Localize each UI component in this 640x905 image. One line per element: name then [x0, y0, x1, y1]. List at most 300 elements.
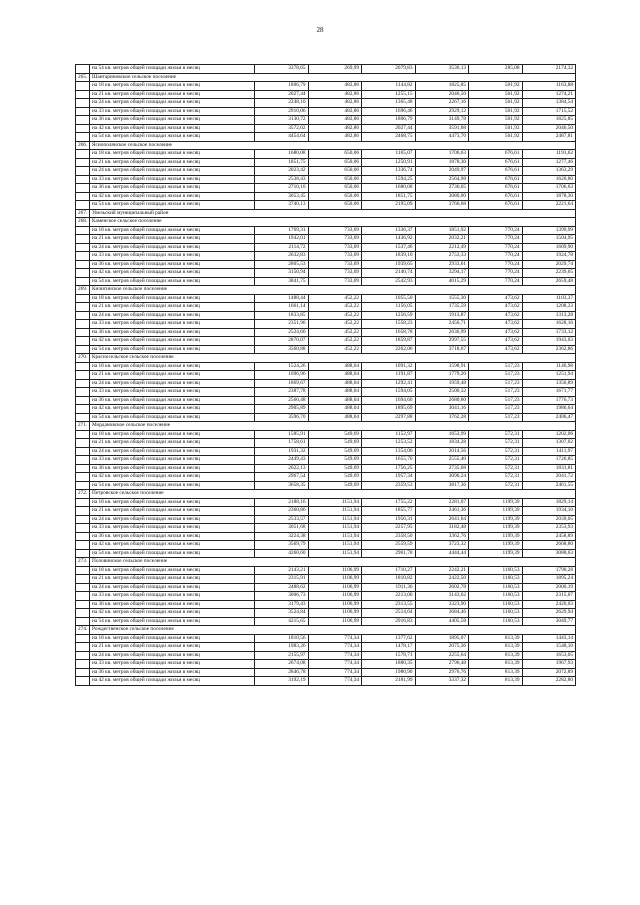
value-cell: 1710,27: [362, 566, 416, 575]
value-cell: 2710,10: [255, 184, 309, 193]
value-cell: 1694,60: [362, 396, 416, 405]
value-cell: 1833,85: [255, 311, 309, 320]
table-row: [76, 566, 576, 575]
value-cell: 269,99: [308, 65, 362, 74]
value-cell: 3143,62: [415, 592, 469, 601]
row-number-cell: [76, 269, 90, 278]
table-row: [76, 116, 576, 125]
value-cell: 1859,87: [362, 337, 416, 346]
value-cell: 1199,39: [469, 541, 523, 550]
value-cell: 2140,74: [362, 269, 416, 278]
row-label: на 54 кв. метров общей площади жилья в месяц: [90, 201, 255, 210]
value-cell: 1199,39: [469, 549, 523, 558]
value-cell: 1277,46: [522, 158, 576, 167]
value-cell: 1151,94: [308, 549, 362, 558]
row-number-cell: [76, 413, 90, 422]
section-row: [76, 354, 576, 363]
value-cell: 2188,16: [255, 498, 309, 507]
row-number-cell: [76, 583, 90, 592]
row-label: на 33 кв. метров общей площади жилья в месяц: [90, 660, 255, 669]
row-number-cell: [76, 651, 90, 660]
value-cell: 549,69: [308, 481, 362, 490]
value-cell: 2870,07: [255, 337, 309, 346]
value-cell: 488,04: [308, 388, 362, 397]
row-number-cell: [76, 541, 90, 550]
value-cell: 2114,72: [255, 243, 309, 252]
value-cell: 2422,50: [415, 575, 469, 584]
row-label: на 18 кв. метров общей площади жилья в месяц: [90, 150, 255, 159]
value-cell: 1911,36: [362, 583, 416, 592]
value-cell: 1055,50: [362, 294, 416, 303]
value-cell: 1160,53: [469, 609, 523, 618]
value-cell: 2468,75: [362, 133, 416, 142]
value-cell: 1578,71: [362, 651, 416, 660]
value-cell: 1776,73: [522, 396, 576, 405]
row-number-cell: [76, 515, 90, 524]
value-cell: 1146,98: [522, 362, 576, 371]
value-cell: 1151,94: [308, 532, 362, 541]
table-row: [76, 167, 576, 176]
value-cell: 2488,62: [255, 583, 309, 592]
table-row: [76, 651, 576, 660]
value-cell: 2221,64: [522, 201, 576, 210]
row-label: на 24 кв. метров общей площади жилья в месяц: [90, 167, 255, 176]
value-cell: 501,92: [469, 82, 523, 91]
table-row: [76, 405, 576, 414]
value-cell: 1851,92: [415, 226, 469, 235]
section-title: Петровское сельское поселение: [90, 490, 576, 499]
row-number-cell: [76, 439, 90, 448]
row-number-cell: [76, 320, 90, 329]
value-cell: 1106,99: [308, 575, 362, 584]
value-cell: 1943,03: [522, 337, 576, 346]
row-label: на 24 кв. метров общей площади жилья в месяц: [90, 243, 255, 252]
value-cell: 650,06: [308, 167, 362, 176]
section-number: 265.: [76, 73, 90, 82]
value-cell: 2641,64: [415, 515, 469, 524]
row-label: на 54 кв. метров общей площади жилья в месяц: [90, 133, 255, 142]
table-row: [76, 235, 576, 244]
value-cell: 1594,05: [362, 388, 416, 397]
table-row: [76, 575, 576, 584]
section-number: 266.: [76, 141, 90, 150]
section-number: 267.: [76, 209, 90, 218]
row-number-cell: [76, 82, 90, 91]
value-cell: 1160,53: [469, 575, 523, 584]
value-cell: 2458,89: [522, 532, 576, 541]
value-cell: 488,04: [308, 379, 362, 388]
value-cell: 482,86: [308, 116, 362, 125]
value-cell: 1160,53: [469, 600, 523, 609]
value-cell: 1671,77: [522, 388, 576, 397]
value-cell: 2420,03: [522, 600, 576, 609]
value-cell: 1103,37: [522, 294, 576, 303]
section-number: 270.: [76, 354, 90, 363]
value-cell: 2961,78: [362, 549, 416, 558]
value-cell: 2967,54: [255, 473, 309, 482]
value-cell: 1336,37: [362, 226, 416, 235]
value-cell: 2297,88: [362, 413, 416, 422]
value-cell: 2267,16: [415, 99, 469, 108]
value-cell: 1377,62: [362, 634, 416, 643]
value-cell: 517,23: [469, 371, 523, 380]
value-cell: 770,24: [469, 269, 523, 278]
row-number-cell: [76, 294, 90, 303]
value-cell: 1144,82: [362, 82, 416, 91]
value-cell: 452,22: [308, 294, 362, 303]
value-cell: 549,69: [308, 456, 362, 465]
section-row: [76, 422, 576, 431]
value-cell: 2351,96: [255, 320, 309, 329]
value-cell: 1336,74: [362, 167, 416, 176]
value-cell: 1924,78: [522, 252, 576, 261]
row-number-cell: [76, 677, 90, 686]
section-number: 274.: [76, 626, 90, 635]
value-cell: 1726,85: [522, 456, 576, 465]
value-cell: 1869,67: [255, 379, 309, 388]
value-cell: 2039,05: [522, 515, 576, 524]
table-row: [76, 515, 576, 524]
section-row: [76, 286, 576, 295]
table-row: [76, 668, 576, 677]
value-cell: 1696,96: [255, 371, 309, 380]
value-cell: 774,34: [308, 651, 362, 660]
table-row: [76, 99, 576, 108]
value-cell: 2242,21: [415, 566, 469, 575]
row-number-cell: [76, 184, 90, 193]
row-label: на 42 кв. метров общей площади жилья в месяц: [90, 677, 255, 686]
row-number-cell: [76, 90, 90, 99]
value-cell: 1585,91: [255, 430, 309, 439]
value-cell: 2041,72: [522, 473, 576, 482]
value-cell: 1160,53: [469, 617, 523, 626]
value-cell: 676,61: [469, 167, 523, 176]
value-cell: 813,39: [469, 677, 523, 686]
row-label: на 36 кв. метров общей площади жилья в месяц: [90, 396, 255, 405]
row-number-cell: [76, 345, 90, 354]
value-cell: 2075,36: [415, 643, 469, 652]
value-cell: 1504,95: [522, 235, 576, 244]
value-cell: 2049,97: [415, 167, 469, 176]
value-cell: 2805,53: [255, 260, 309, 269]
value-cell: 2248,10: [255, 99, 309, 108]
row-label: на 21 кв. метров общей площади жилья в месяц: [90, 371, 255, 380]
section-title: Кичигинское сельское поселение: [90, 286, 576, 295]
value-cell: 517,23: [469, 396, 523, 405]
table-row: [76, 90, 576, 99]
row-number-cell: [76, 243, 90, 252]
row-label: на 54 кв. метров общей площади жилья в месяц: [90, 549, 255, 558]
value-cell: 1758,61: [255, 439, 309, 448]
value-cell: 1878,30: [415, 158, 469, 167]
value-cell: 1151,94: [308, 507, 362, 516]
value-cell: 1106,99: [308, 583, 362, 592]
section-title: Яснополянское сельское поселение: [90, 141, 576, 150]
value-cell: 770,24: [469, 277, 523, 286]
row-label: на 18 кв. метров общей площади жилья в месяц: [90, 634, 255, 643]
value-cell: 2174,32: [522, 65, 576, 74]
value-cell: 1256,59: [362, 311, 416, 320]
table-row: [76, 150, 576, 159]
value-cell: 1661,14: [255, 303, 309, 312]
value-cell: 1931,32: [255, 447, 309, 456]
row-number-cell: [76, 575, 90, 584]
table-row: [76, 507, 576, 516]
value-cell: 3182,48: [415, 524, 469, 533]
value-cell: 2079,83: [362, 65, 416, 74]
value-cell: 501,92: [469, 133, 523, 142]
value-cell: 1967,93: [522, 660, 576, 669]
value-cell: 1939,65: [362, 260, 416, 269]
value-cell: 1313,28: [522, 311, 576, 320]
row-number-cell: [76, 371, 90, 380]
value-cell: 733,09: [308, 269, 362, 278]
value-cell: 2046,50: [415, 90, 469, 99]
value-cell: 517,23: [469, 379, 523, 388]
table-row: [76, 592, 576, 601]
value-cell: 1250,91: [362, 158, 416, 167]
value-cell: 3569,79: [255, 541, 309, 550]
value-cell: 770,24: [469, 243, 523, 252]
value-cell: 1851,75: [255, 158, 309, 167]
value-cell: 2916,83: [362, 617, 416, 626]
value-cell: 2360,86: [255, 507, 309, 516]
value-cell: 2456,71: [415, 320, 469, 329]
value-cell: 1443,14: [522, 634, 576, 643]
value-cell: 2014,56: [415, 447, 469, 456]
row-label: на 21 кв. метров общей площади жилья в месяц: [90, 507, 255, 516]
value-cell: 2555,40: [415, 456, 469, 465]
row-number-cell: [76, 532, 90, 541]
value-cell: 813,39: [469, 634, 523, 643]
value-cell: 1151,94: [308, 515, 362, 524]
row-number-cell: [76, 388, 90, 397]
value-cell: 1942,01: [255, 235, 309, 244]
value-cell: 2542,93: [362, 277, 416, 286]
value-cell: 1356,89: [522, 379, 576, 388]
section-row: [76, 490, 576, 499]
row-label: на 33 кв. метров общей площади жилья в месяц: [90, 388, 255, 397]
row-number-cell: [76, 447, 90, 456]
section-row: [76, 218, 576, 227]
table-row: [76, 677, 576, 686]
row-label: на 54 кв. метров общей площади жилья в месяц: [90, 65, 255, 74]
row-label: на 21 кв. метров общей площади жилья в месяц: [90, 235, 255, 244]
value-cell: 813,39: [469, 651, 523, 660]
section-title: Мордановское сельское поселение: [90, 422, 576, 431]
value-cell: 1769,31: [255, 226, 309, 235]
value-cell: 1755,22: [362, 498, 416, 507]
table-row: [76, 226, 576, 235]
section-number: 269.: [76, 286, 90, 295]
value-cell: 1956,31: [362, 515, 416, 524]
table-row: [76, 124, 576, 133]
table-row: [76, 192, 576, 201]
row-number-cell: [76, 337, 90, 346]
value-cell: 3051,68: [255, 524, 309, 533]
value-cell: 3762,28: [415, 413, 469, 422]
value-cell: 1831,81: [522, 464, 576, 473]
value-cell: 2680,60: [415, 396, 469, 405]
value-cell: 1653,05: [522, 651, 576, 660]
value-cell: 650,06: [308, 192, 362, 201]
value-cell: 2362,86: [522, 345, 576, 354]
row-label: на 33 кв. метров общей площади жилья в месяц: [90, 252, 255, 261]
value-cell: 1354,06: [362, 447, 416, 456]
value-cell: 2358,50: [362, 532, 416, 541]
row-label: на 33 кв. метров общей площади жилья в месяц: [90, 524, 255, 533]
row-number-cell: [76, 481, 90, 490]
value-cell: 1983,26: [255, 643, 309, 652]
value-cell: 676,61: [469, 184, 523, 193]
value-cell: 2659,48: [522, 277, 576, 286]
value-cell: 3560,88: [255, 345, 309, 354]
value-cell: 1810,82: [362, 575, 416, 584]
section-row: [76, 73, 576, 82]
value-cell: 733,09: [308, 252, 362, 261]
value-cell: 1292,41: [362, 379, 416, 388]
table-row: [76, 439, 576, 448]
value-cell: 2023,42: [255, 167, 309, 176]
value-cell: 1825,85: [522, 116, 576, 125]
value-cell: 1555,30: [415, 294, 469, 303]
row-number-cell: [76, 660, 90, 669]
row-label: на 18 кв. метров общей площади жилья в месяц: [90, 82, 255, 91]
value-cell: 774,34: [308, 643, 362, 652]
value-cell: 1160,53: [469, 592, 523, 601]
value-cell: 2933,61: [415, 260, 469, 269]
table-row: [76, 345, 576, 354]
value-cell: 517,23: [469, 388, 523, 397]
value-cell: 2533,57: [255, 515, 309, 524]
table-row: [76, 65, 576, 74]
value-cell: 501,92: [469, 116, 523, 125]
value-cell: 473,62: [469, 303, 523, 312]
row-number-cell: [76, 226, 90, 235]
row-number-cell: [76, 328, 90, 337]
value-cell: 482,86: [308, 133, 362, 142]
value-cell: 549,69: [308, 464, 362, 473]
row-label: на 24 кв. метров общей площади жилья в месяц: [90, 311, 255, 320]
value-cell: 676,61: [469, 150, 523, 159]
table-row: [76, 473, 576, 482]
row-number-cell: [76, 201, 90, 210]
table-row: [76, 133, 576, 142]
value-cell: 2461,55: [522, 481, 576, 490]
row-number-cell: [76, 592, 90, 601]
value-cell: 1548,10: [522, 643, 576, 652]
value-cell: 770,24: [469, 260, 523, 269]
table-row: [76, 413, 576, 422]
value-cell: 733,09: [308, 235, 362, 244]
tariff-table: [75, 64, 576, 686]
table-row: [76, 252, 576, 261]
row-number-cell: [76, 566, 90, 575]
value-cell: 2387,78: [255, 388, 309, 397]
value-cell: 473,62: [469, 328, 523, 337]
value-cell: 1399,99: [522, 226, 576, 235]
table-row: [76, 532, 576, 541]
value-cell: 2255,64: [415, 651, 469, 660]
page-number: 28: [316, 26, 324, 34]
value-cell: 2353,93: [522, 524, 576, 533]
value-cell: 488,04: [308, 371, 362, 380]
value-cell: 2629,94: [522, 609, 576, 618]
value-cell: 3337,32: [415, 677, 469, 686]
table-row: [76, 294, 576, 303]
row-label: на 36 кв. метров общей площади жилья в месяц: [90, 260, 255, 269]
value-cell: 3049,77: [522, 617, 576, 626]
value-cell: 2997,55: [415, 337, 469, 346]
row-number-cell: [76, 668, 90, 677]
value-cell: 482,86: [308, 99, 362, 108]
value-cell: 2212,49: [415, 243, 469, 252]
value-cell: 501,92: [469, 90, 523, 99]
value-cell: 549,69: [308, 430, 362, 439]
value-cell: 2315,07: [522, 592, 576, 601]
row-label: на 36 кв. метров общей площади жилья в месяц: [90, 328, 255, 337]
value-cell: 1806,79: [255, 82, 309, 91]
table-row: [76, 541, 576, 550]
table-row: [76, 277, 576, 286]
value-cell: 3053,45: [255, 192, 309, 201]
value-cell: 4260,60: [255, 549, 309, 558]
value-cell: 1274,21: [522, 90, 576, 99]
value-cell: 1202,06: [522, 430, 576, 439]
row-label: на 42 кв. метров общей площади жилья в месяц: [90, 473, 255, 482]
value-cell: 2564,98: [415, 175, 469, 184]
row-number-cell: [76, 116, 90, 125]
value-cell: 549,69: [308, 439, 362, 448]
table-row: [76, 634, 576, 643]
value-cell: 482,86: [308, 107, 362, 116]
value-cell: 1756,25: [362, 464, 416, 473]
table-row: [76, 456, 576, 465]
value-cell: 3323,90: [415, 600, 469, 609]
value-cell: 2213,00: [362, 592, 416, 601]
value-cell: 452,22: [308, 311, 362, 320]
table-row: [76, 337, 576, 346]
value-cell: 1655,70: [362, 456, 416, 465]
value-cell: 2281,07: [415, 498, 469, 507]
value-cell: 2524,66: [255, 328, 309, 337]
section-row: [76, 626, 576, 635]
value-cell: 3766,68: [415, 201, 469, 210]
value-cell: 1151,94: [308, 524, 362, 533]
row-number-cell: [76, 133, 90, 142]
value-cell: 1191,87: [362, 371, 416, 380]
value-cell: 3096,24: [415, 473, 469, 482]
value-cell: 501,92: [469, 107, 523, 116]
value-cell: 1806,79: [362, 116, 416, 125]
value-cell: 1934,10: [522, 507, 576, 516]
value-cell: 1680,08: [255, 150, 309, 159]
section-title: Увельский муниципальный район: [90, 209, 576, 218]
value-cell: 488,04: [308, 396, 362, 405]
value-cell: 2282,80: [522, 677, 576, 686]
value-cell: 3530,13: [415, 65, 469, 74]
value-cell: 1829,14: [522, 498, 576, 507]
row-label: на 54 кв. метров общей площади жилья в месяц: [90, 345, 255, 354]
value-cell: 1878,30: [522, 192, 576, 201]
value-cell: 1733,12: [522, 328, 576, 337]
row-number-cell: [76, 150, 90, 159]
value-cell: 1091,32: [362, 362, 416, 371]
value-cell: 1895,69: [362, 405, 416, 414]
value-cell: 2674,08: [255, 660, 309, 669]
row-label: на 24 кв. метров общей площади жилья в месяц: [90, 583, 255, 592]
row-label: на 36 кв. метров общей площади жилья в месяц: [90, 532, 255, 541]
